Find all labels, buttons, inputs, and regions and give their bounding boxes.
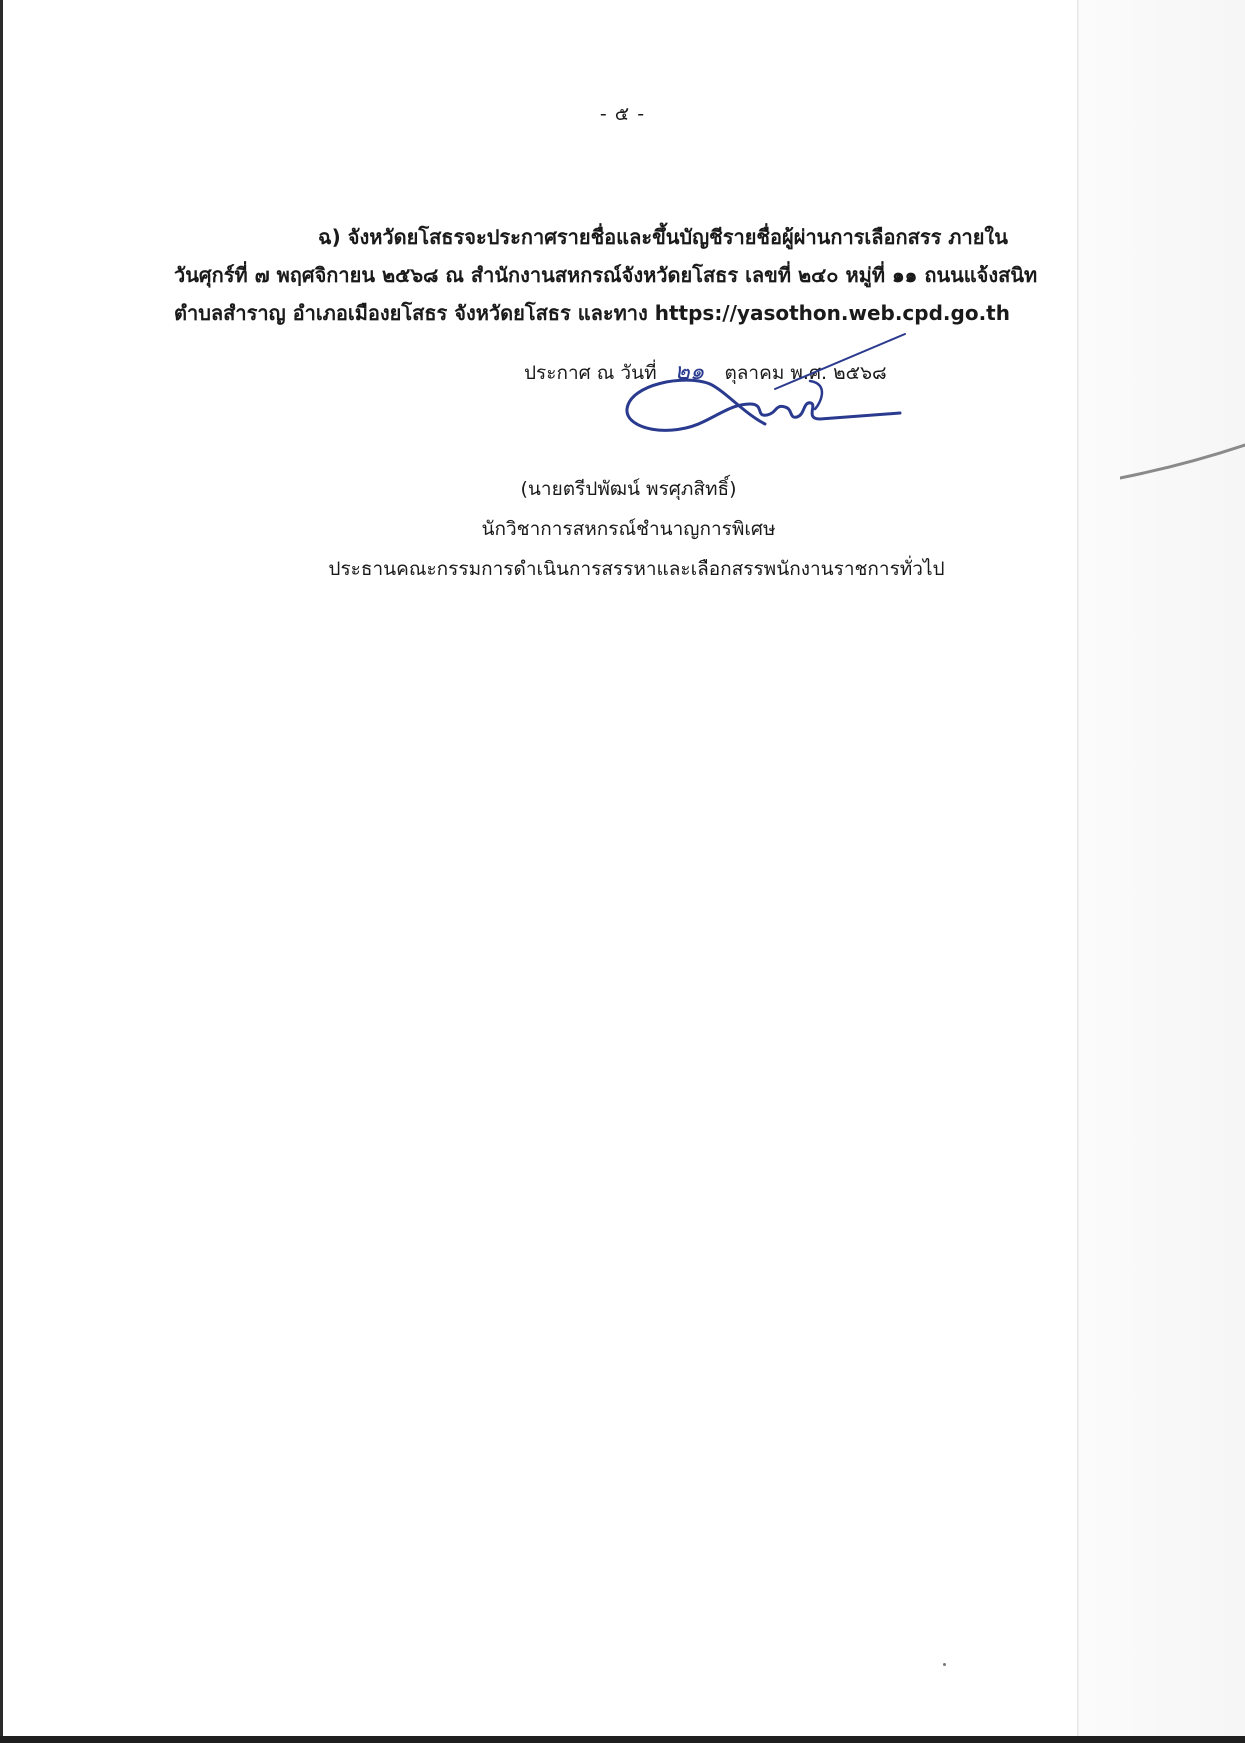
signatory-role: ประธานคณะกรรมการดำเนินการสรรหาและเลือกสรรพนักงานราชการทั่วไป [328,558,945,580]
announcement-day-handwritten: ๒๑ [674,359,705,385]
body-line-2: วันศุกร์ที่ ๗ พฤศจิกายน ๒๕๖๘ ณ สำนักงานสหกรณ์จังหวัดยโสธร เลขที่ ๒๔๐ หมู่ที่ ๑๑ ถนนแจ้งสนิท [174,263,1038,287]
announcement-suffix: ตุลาคม พ.ศ. ๒๕๖๘ [724,362,887,384]
signatory-position: นักวิชาการสหกรณ์ชำนาญการพิเศษ [481,518,776,540]
announcement-prefix: ประกาศ ณ วันที่ [524,362,657,384]
scan-edge-left [0,0,3,1743]
scan-edge-bottom [0,1736,1245,1743]
scan-mark [1120,440,1245,480]
page-number: - ๕ - [599,103,646,125]
body-line-3: ตำบลสำราญ อำเภอเมืองยโสธร จังหวัดยโสธร และทาง https://yasothon.web.cpd.go.th [174,301,1010,325]
scan-dot [943,1663,946,1666]
signature [615,329,915,469]
signatory-name: (นายตรีปพัฒน์ พรศุภสิทธิ์) [520,478,737,500]
body-line-1: ฉ) จังหวัดยโสธรจะประกาศรายชื่อและขึ้นบัญชีรายชื่อผู้ผ่านการเลือกสรร ภายใน [318,225,1008,249]
